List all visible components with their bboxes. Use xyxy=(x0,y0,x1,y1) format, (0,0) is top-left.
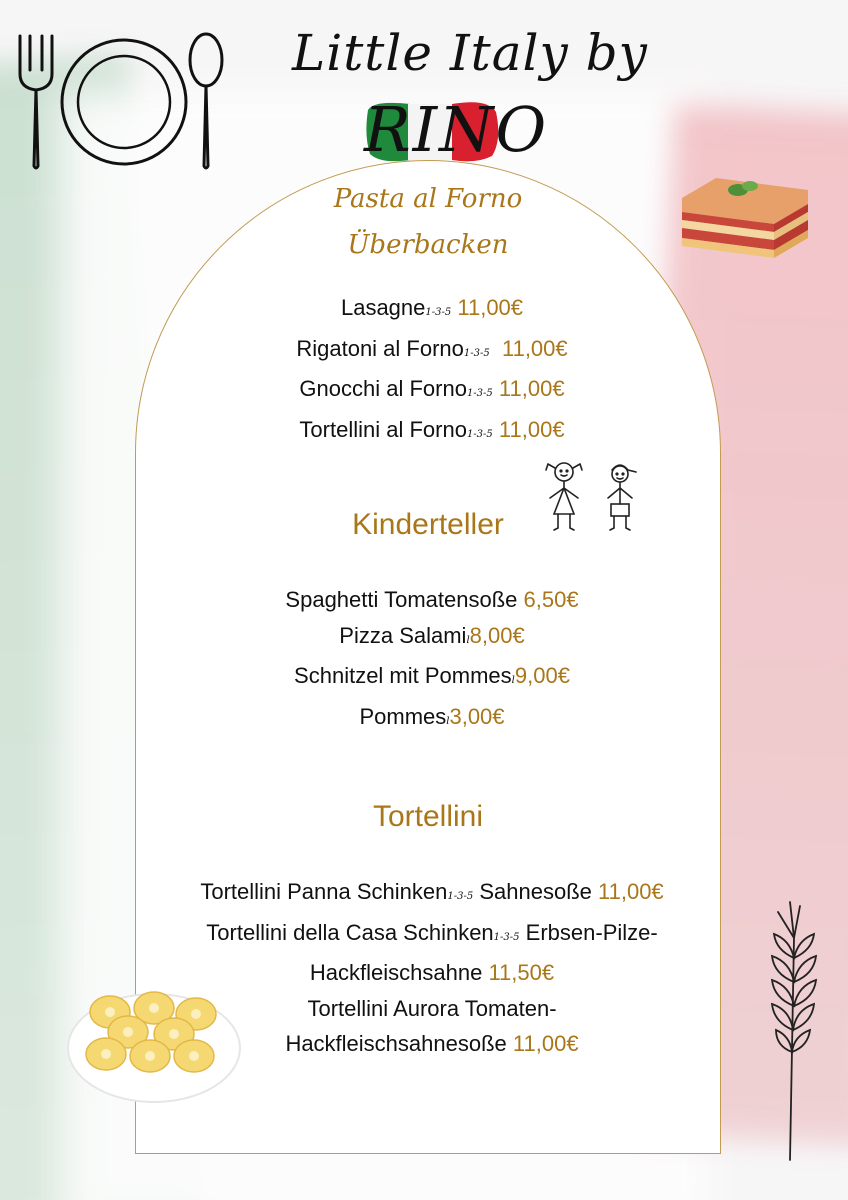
item-allergen: 1-3-5 xyxy=(493,931,520,943)
logo-line1: Little Italy by xyxy=(292,24,648,82)
tableware-icons xyxy=(14,30,234,174)
item-description: Erbsen-Pilze- xyxy=(525,919,658,945)
menu-item xyxy=(100,582,764,618)
item-price: 11,00€ xyxy=(498,416,565,442)
item-price: 11,00€ xyxy=(498,376,565,401)
item-price: 11,00€ xyxy=(598,879,664,904)
item-description: Hackfleischsahne xyxy=(309,960,483,985)
item-allergen: 1-3-5 xyxy=(425,307,452,318)
item-name: Tortellini Panna Schinken xyxy=(200,879,448,904)
item-price: 11,50€ xyxy=(488,960,555,985)
plate-icon xyxy=(62,40,186,164)
item-allergen: 1-3-5 xyxy=(466,428,493,440)
item-name: Tortellini della Casa Schinken xyxy=(206,919,494,945)
tortellini-title: Tortellini xyxy=(372,800,484,833)
logo xyxy=(292,14,648,174)
boy-figure xyxy=(608,465,636,530)
item-price: 6,50€ xyxy=(523,587,579,612)
menu-item xyxy=(100,331,764,372)
item-price: 11,00€ xyxy=(457,295,524,320)
item-price: 11,00€ xyxy=(501,335,568,361)
item-allergen: l xyxy=(466,634,470,646)
pasta-title-1: Pasta al Forno xyxy=(333,184,523,214)
item-price: 11,00€ xyxy=(512,1031,579,1056)
pasta-title-2: Überbacken xyxy=(347,230,509,260)
item-price: 9,00€ xyxy=(514,663,570,688)
item-description: Hackfleischsahnesoße xyxy=(285,1031,507,1056)
item-allergen: l xyxy=(446,715,450,727)
item-name: Tortellini Aurora Tomaten- xyxy=(307,995,557,1021)
menu-item xyxy=(100,658,764,699)
item-name: Schnitzel mit Pommes xyxy=(294,663,512,688)
menu-item xyxy=(100,699,764,740)
menu-item xyxy=(100,618,764,659)
kinder-items xyxy=(100,582,764,739)
logo-line2: RINO xyxy=(364,93,549,166)
menu-item xyxy=(100,290,764,331)
tortellini-plate-icon xyxy=(66,984,242,1104)
item-description: Sahnesoße xyxy=(479,879,592,904)
item-name: Rigatoni al Forno xyxy=(296,335,464,361)
children-icon xyxy=(540,458,650,538)
girl-figure xyxy=(546,463,582,530)
menu-item xyxy=(100,874,764,915)
item-name: Lasagne xyxy=(340,295,426,320)
item-name: Pizza Salami xyxy=(339,622,467,648)
item-name: Gnocchi al Forno xyxy=(299,376,467,401)
menu-item xyxy=(100,412,764,453)
item-price: 8,00€ xyxy=(469,622,525,648)
fork-icon xyxy=(20,36,52,168)
wheat-icon xyxy=(754,898,834,1162)
item-allergen: 1-3-5 xyxy=(466,388,493,399)
item-price: 3,00€ xyxy=(449,703,505,729)
item-name: Pommes xyxy=(359,703,447,729)
spoon-icon xyxy=(190,34,222,168)
menu-item xyxy=(100,371,764,412)
item-allergen: 1-3-5 xyxy=(447,891,474,902)
item-name: Spaghetti Tomatensoße xyxy=(285,587,518,612)
item-name: Tortellini al Forno xyxy=(299,416,467,442)
pasta-items xyxy=(100,290,764,452)
menu-item xyxy=(100,915,764,956)
kinder-title: Kinderteller xyxy=(352,508,504,541)
item-allergen: l xyxy=(511,675,515,686)
item-allergen: 1-3-5 xyxy=(463,347,490,359)
